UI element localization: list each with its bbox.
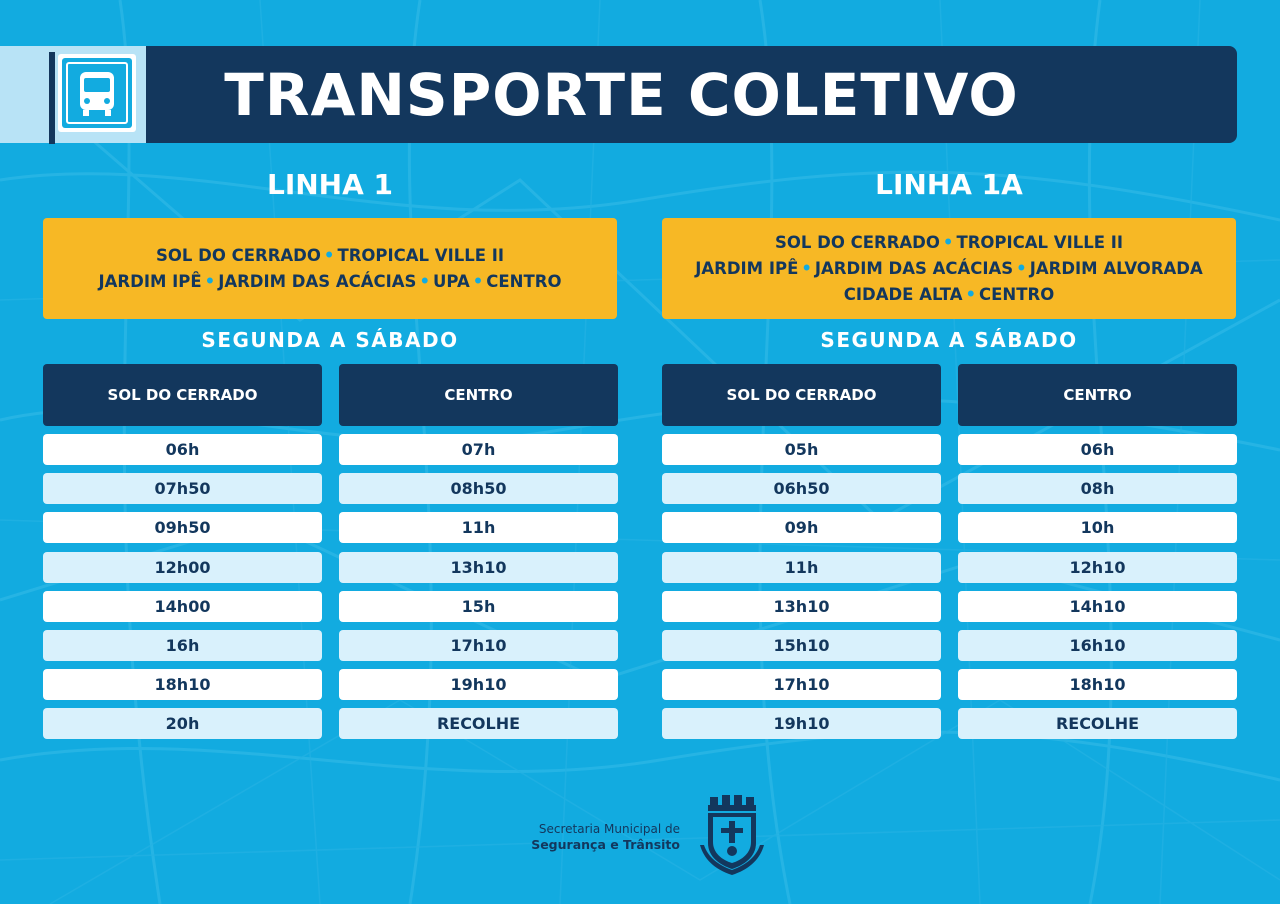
- route-stop: SOL DO CERRADO: [774, 232, 940, 252]
- time-cell: 16h: [43, 630, 322, 661]
- time-cell: 09h50: [43, 512, 322, 543]
- route-row: [695, 256, 1203, 282]
- route-row: [775, 230, 1123, 256]
- pole-stick: [49, 52, 55, 144]
- route-stop: UPA: [433, 271, 470, 291]
- line-1-col-centro-header: CENTRO: [339, 364, 618, 426]
- route-row: [156, 243, 504, 269]
- line-1a-route-box: [662, 218, 1236, 319]
- line-1-sol-do-cerrado-times: [43, 434, 322, 748]
- route-stop: JARDIM ALVORADA: [1029, 258, 1203, 278]
- time-cell: 05h: [662, 434, 941, 465]
- time-cell: 17h10: [339, 630, 618, 661]
- route-row: [99, 269, 562, 295]
- time-cell: 07h50: [43, 473, 322, 504]
- time-cell: 06h: [43, 434, 322, 465]
- route-stop: JARDIM DAS ACÁCIAS: [814, 258, 1014, 278]
- time-cell: 07h: [339, 434, 618, 465]
- time-cell: 19h10: [662, 708, 941, 739]
- footer-text: [470, 821, 680, 853]
- line-1-title: LINHA 1: [266, 168, 394, 201]
- time-cell: 20h: [43, 708, 322, 739]
- bus-stop-pole: [0, 46, 146, 143]
- route-stop: TROPICAL VILLE II: [956, 232, 1124, 252]
- route-stop: CENTRO: [979, 284, 1055, 304]
- page-title: TRANSPORTE COLETIVO: [224, 60, 1019, 129]
- time-cell: 19h10: [339, 669, 618, 700]
- line-1-centro-times: [339, 434, 618, 748]
- time-cell: 09h: [662, 512, 941, 543]
- time-cell: 08h: [958, 473, 1237, 504]
- time-cell: 17h10: [662, 669, 941, 700]
- time-cell: 06h50: [662, 473, 941, 504]
- separator-dot: •: [419, 271, 430, 291]
- line-1a-title: LINHA 1A: [875, 168, 1023, 201]
- time-cell: 10h: [958, 512, 1237, 543]
- route-stop: JARDIM IPÊ: [695, 258, 799, 278]
- separator-dot: •: [472, 271, 484, 291]
- separator-dot: •: [1016, 258, 1027, 278]
- line-1-col-sol-do-cerrado-header: SOL DO CERRADO: [43, 364, 322, 426]
- line-1a-col-centro-header: CENTRO: [958, 364, 1237, 426]
- time-cell: 11h: [662, 552, 941, 583]
- line-1a-centro-times: [958, 434, 1237, 748]
- route-stop: JARDIM DAS ACÁCIAS: [218, 271, 417, 291]
- separator-dot: •: [801, 258, 812, 278]
- separator-dot: •: [965, 284, 977, 304]
- route-row: [844, 282, 1054, 308]
- route-stop: JARDIM IPÊ: [98, 271, 202, 291]
- footer-line-1: Secretaria Municipal de: [538, 822, 680, 836]
- line-1a-sol-do-cerrado-times: [662, 434, 941, 748]
- footer-line-2: Segurança e Trânsito: [531, 837, 680, 852]
- time-cell: 11h: [339, 512, 618, 543]
- time-cell: 15h: [339, 591, 618, 622]
- time-cell: RECOLHE: [958, 708, 1237, 739]
- time-cell: 08h50: [339, 473, 618, 504]
- separator-dot: •: [204, 271, 216, 291]
- bus-stop-sign-icon: [58, 54, 136, 132]
- separator-dot: •: [942, 232, 954, 252]
- time-cell: 16h10: [958, 630, 1237, 661]
- line-1-days: SEGUNDA A SÁBADO: [201, 328, 459, 352]
- time-cell: 18h10: [958, 669, 1237, 700]
- route-stop: SOL DO CERRADO: [155, 245, 321, 265]
- time-cell: 12h00: [43, 552, 322, 583]
- route-stop: TROPICAL VILLE II: [337, 245, 505, 265]
- time-cell: RECOLHE: [339, 708, 618, 739]
- time-cell: 14h00: [43, 591, 322, 622]
- time-cell: 12h10: [958, 552, 1237, 583]
- time-cell: 15h10: [662, 630, 941, 661]
- separator-dot: •: [323, 245, 335, 265]
- time-cell: 18h10: [43, 669, 322, 700]
- time-cell: 13h10: [662, 591, 941, 622]
- time-cell: 06h: [958, 434, 1237, 465]
- line-1a-col-sol-do-cerrado-header: SOL DO CERRADO: [662, 364, 941, 426]
- route-stop: CIDADE ALTA: [843, 284, 963, 304]
- route-stop: CENTRO: [486, 271, 562, 291]
- municipal-crest-icon: [700, 795, 764, 877]
- line-1-route-box: [43, 218, 617, 319]
- time-cell: 14h10: [958, 591, 1237, 622]
- time-cell: 13h10: [339, 552, 618, 583]
- line-1a-days: SEGUNDA A SÁBADO: [820, 328, 1078, 352]
